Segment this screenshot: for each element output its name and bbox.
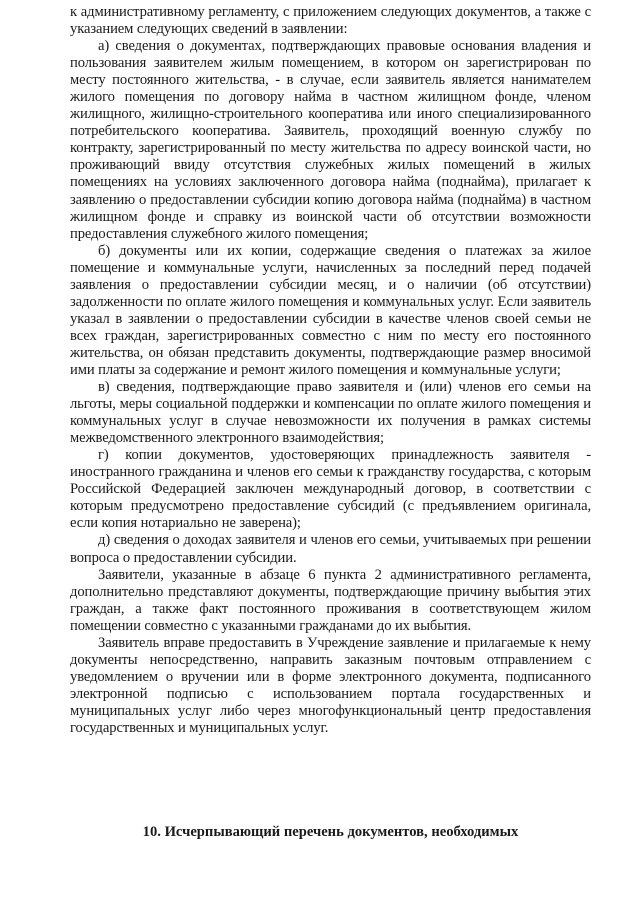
paragraph-item-b: б) документы или их копии, содержащие сведения о платежах за жилое помещение и коммунальные услуги, начисленных за последний перед подачей заявления о предоставлении субсидии месяц, и о наличии (об отсутствии) задолженности по оплате жилого помещения и коммунальных услуг. Если заявитель указал в заявлении о предоставлении субсидии в качестве членов своей семьи не всех граждан, зарегистрированных совместно с ним по месту его постоянного жительства, он обязан представить документы, подтверждающие размер вносимой ими платы за содержание и ремонт жилого помещения и коммунальные услуги;: [70, 242, 591, 378]
paragraph-submission-methods: Заявитель вправе предоставить в Учреждение заявление и прилагаемые к нему документы непосредственно, направить заказным почтовым отправлением с уведомлением о вручении или в форме электронного документа, подписанного электронной подписью с использованием портала государственных и муниципальных услуг либо через многофункциональный центр предоставления государственных и муниципальных услуг.: [70, 634, 591, 736]
paragraph-applicants-additional: Заявители, указанные в абзаце 6 пункта 2 административного регламента, дополнительно представляют документы, подтверждающие причину выбытия этих граждан, а также факт постоянного проживания в соответствующем жилом помещении совместно с указанными гражданами до их выбытия.: [70, 566, 591, 634]
paragraph-intro: к административному регламенту, с приложением следующих документов, а также с указанием следующих сведений в заявлении:: [70, 4, 591, 38]
paragraph-item-g: г) копии документов, удостоверяющих принадлежность заявителя - иностранного гражданина и членов его семьи к гражданству государства, с которым Российской Федерацией заключен международный договор, в соответствии с которым предусмотрено предоставление субсидий (с предъявлением оригинала, если копия нотариально не заверена);: [70, 447, 591, 532]
section-heading: 10. Исчерпывающий перечень документов, необходимых: [142, 824, 519, 840]
paragraph-item-d: д) сведения о доходах заявителя и членов его семьи, учитываемых при решении вопроса о предоставлении субсидии.: [70, 532, 591, 566]
paragraph-item-v: в) сведения, подтверждающие право заявителя и (или) членов его семьи на льготы, меры социальной поддержки и компенсации по оплате жилого помещения и коммунальных услуг в случае невозможности их получения в рамках системы межведомственного электронного взаимодействия;: [70, 379, 591, 447]
document-page: [70, 4, 591, 840]
paragraph-item-a: а) сведения о документах, подтверждающих правовые основания владения и пользования заявителем жилым помещением, в котором он зарегистрирован по месту постоянного жительства, - в случае, если заявитель является нанимателем жилого помещения по договору найма в частном жилищном фонде, членом жилищного, жилищно-строительного кооператива или иного специализированного потребительского кооператива. Заявитель, проходящий военную службу по контракту, зарегистрированный по месту жительства по адресу воинской части, но проживающий ввиду отсутствия служебных жилых помещений в жилых помещениях на условиях заключенного договора найма (поднайма), прилагает к заявлению о предоставлении субсидии копию договора найма (поднайма) в частном жилищном фонде и справку из воинской части об отсутствии возможности предоставления служебного жилого помещения;: [70, 38, 591, 242]
